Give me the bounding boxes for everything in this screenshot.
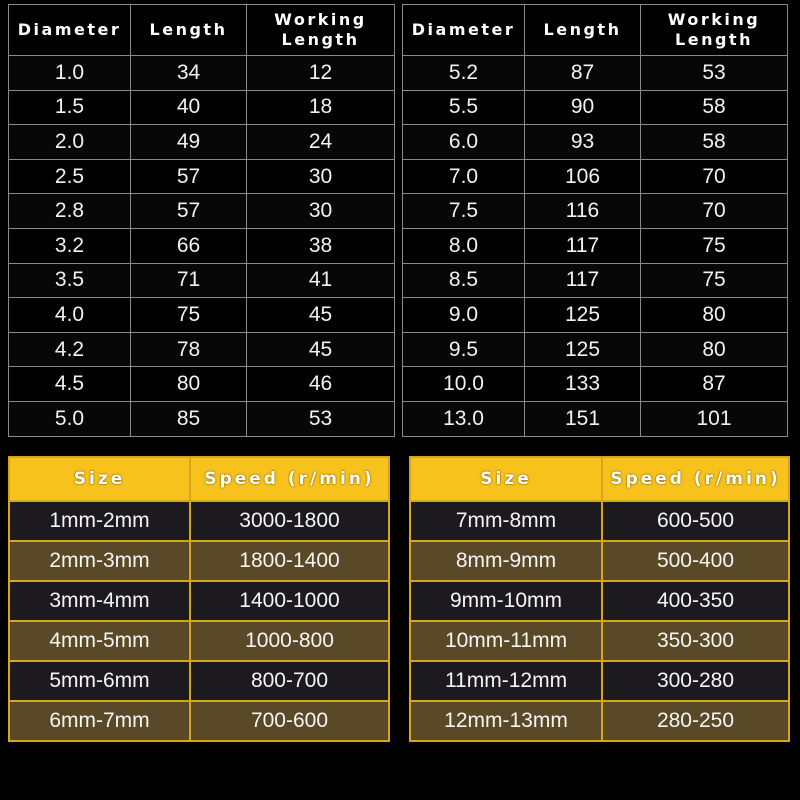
diameter-cell: 4.0 — [9, 298, 131, 333]
speed-cell: 500-400 — [602, 541, 789, 581]
size-cell: 3mm-4mm — [9, 581, 190, 621]
working-length-cell: 80 — [641, 332, 788, 367]
col-header-length: Length — [131, 5, 247, 56]
working-length-cell: 30 — [247, 194, 395, 229]
length-cell: 34 — [131, 56, 247, 91]
col-header-size: Size — [410, 457, 602, 501]
diameter-cell: 9.5 — [403, 332, 525, 367]
size-cell: 9mm-10mm — [410, 581, 602, 621]
table-row — [9, 90, 395, 125]
length-cell: 57 — [131, 159, 247, 194]
size-cell: 7mm-8mm — [410, 501, 602, 541]
table-row — [403, 159, 788, 194]
working-length-line-1: Working — [274, 10, 367, 29]
working-length-cell: 12 — [247, 56, 395, 91]
table-row — [403, 194, 788, 229]
length-cell: 85 — [131, 401, 247, 436]
table-row — [9, 701, 389, 741]
working-length-cell: 53 — [247, 401, 395, 436]
table-row — [403, 401, 788, 436]
speed-cell: 700-600 — [190, 701, 389, 741]
size-cell: 5mm-6mm — [9, 661, 190, 701]
table-row — [9, 228, 395, 263]
speed-cell: 400-350 — [602, 581, 789, 621]
table-row — [9, 125, 395, 160]
table-row — [9, 501, 389, 541]
diameter-cell: 3.2 — [9, 228, 131, 263]
table-row — [403, 332, 788, 367]
length-cell: 57 — [131, 194, 247, 229]
length-cell: 133 — [525, 367, 641, 402]
diameter-cell: 8.0 — [403, 228, 525, 263]
table-row — [9, 263, 395, 298]
working-length-cell: 75 — [641, 263, 788, 298]
working-length-cell: 41 — [247, 263, 395, 298]
diameter-cell: 9.0 — [403, 298, 525, 333]
working-length-line-2: Length — [281, 30, 360, 49]
length-cell: 106 — [525, 159, 641, 194]
table-header-row — [9, 5, 395, 56]
table-row — [9, 661, 389, 701]
table-row — [403, 90, 788, 125]
length-cell: 116 — [525, 194, 641, 229]
dimension-table-right — [402, 4, 788, 437]
diameter-cell: 7.5 — [403, 194, 525, 229]
speed-cell: 800-700 — [190, 661, 389, 701]
working-length-line-1: Working — [667, 10, 761, 29]
table-row — [9, 159, 395, 194]
working-length-cell: 45 — [247, 332, 395, 367]
size-cell: 8mm-9mm — [410, 541, 602, 581]
speed-cell: 1800-1400 — [190, 541, 389, 581]
speed-table-left — [8, 456, 390, 742]
table-row — [9, 56, 395, 91]
col-header-size: Size — [9, 457, 190, 501]
col-header-working-length — [641, 5, 788, 56]
working-length-cell: 18 — [247, 90, 395, 125]
col-header-diameter: Diameter — [403, 5, 525, 56]
diameter-cell: 13.0 — [403, 401, 525, 436]
table-row — [9, 367, 395, 402]
table-row — [410, 661, 789, 701]
diameter-cell: 2.5 — [9, 159, 131, 194]
table-row — [410, 581, 789, 621]
length-cell: 80 — [131, 367, 247, 402]
length-cell: 125 — [525, 298, 641, 333]
col-header-length: Length — [525, 5, 641, 56]
length-cell: 71 — [131, 263, 247, 298]
working-length-cell: 53 — [641, 56, 788, 91]
working-length-line-2: Length — [675, 30, 753, 49]
working-length-cell: 58 — [641, 125, 788, 160]
size-cell: 4mm-5mm — [9, 621, 190, 661]
speed-cell: 280-250 — [602, 701, 789, 741]
table-row — [403, 125, 788, 160]
working-length-cell: 58 — [641, 90, 788, 125]
table-row — [9, 541, 389, 581]
length-cell: 90 — [525, 90, 641, 125]
size-cell: 11mm-12mm — [410, 661, 602, 701]
table-row — [410, 701, 789, 741]
diameter-cell: 7.0 — [403, 159, 525, 194]
speed-cell: 600-500 — [602, 501, 789, 541]
length-cell: 66 — [131, 228, 247, 263]
working-length-cell: 70 — [641, 159, 788, 194]
diameter-cell: 5.0 — [9, 401, 131, 436]
speed-cell: 350-300 — [602, 621, 789, 661]
working-length-cell: 101 — [641, 401, 788, 436]
col-header-diameter: Diameter — [9, 5, 131, 56]
diameter-cell: 10.0 — [403, 367, 525, 402]
table-row — [403, 228, 788, 263]
speed-cell: 3000-1800 — [190, 501, 389, 541]
diameter-cell: 3.5 — [9, 263, 131, 298]
working-length-cell: 30 — [247, 159, 395, 194]
col-header-working-length — [247, 5, 395, 56]
table-row — [9, 581, 389, 621]
size-cell: 10mm-11mm — [410, 621, 602, 661]
length-cell: 40 — [131, 90, 247, 125]
size-cell: 2mm-3mm — [9, 541, 190, 581]
working-length-cell: 80 — [641, 298, 788, 333]
speed-cell: 300-280 — [602, 661, 789, 701]
speed-cell: 1400-1000 — [190, 581, 389, 621]
size-cell: 12mm-13mm — [410, 701, 602, 741]
length-cell: 78 — [131, 332, 247, 367]
table-row — [410, 541, 789, 581]
table-row — [9, 401, 395, 436]
table-row — [9, 298, 395, 333]
length-cell: 117 — [525, 263, 641, 298]
diameter-cell: 4.5 — [9, 367, 131, 402]
working-length-cell: 24 — [247, 125, 395, 160]
table-row — [403, 263, 788, 298]
length-cell: 87 — [525, 56, 641, 91]
diameter-cell: 5.5 — [403, 90, 525, 125]
working-length-cell: 75 — [641, 228, 788, 263]
table-row — [403, 56, 788, 91]
col-header-speed: Speed (r/min) — [602, 457, 789, 501]
table-row — [403, 298, 788, 333]
dimension-table-left — [8, 4, 395, 437]
table-row — [410, 501, 789, 541]
size-cell: 6mm-7mm — [9, 701, 190, 741]
diameter-cell: 1.0 — [9, 56, 131, 91]
table-row — [9, 194, 395, 229]
length-cell: 49 — [131, 125, 247, 160]
diameter-cell: 8.5 — [403, 263, 525, 298]
working-length-cell: 38 — [247, 228, 395, 263]
length-cell: 117 — [525, 228, 641, 263]
length-cell: 93 — [525, 125, 641, 160]
diameter-cell: 1.5 — [9, 90, 131, 125]
table-row — [9, 332, 395, 367]
working-length-cell: 46 — [247, 367, 395, 402]
diameter-cell: 4.2 — [9, 332, 131, 367]
table-row — [9, 621, 389, 661]
diameter-cell: 2.8 — [9, 194, 131, 229]
table-row — [403, 367, 788, 402]
table-header-row — [410, 457, 789, 501]
diameter-cell: 6.0 — [403, 125, 525, 160]
length-cell: 75 — [131, 298, 247, 333]
working-length-cell: 70 — [641, 194, 788, 229]
table-header-row — [9, 457, 389, 501]
working-length-cell: 87 — [641, 367, 788, 402]
table-row — [410, 621, 789, 661]
length-cell: 151 — [525, 401, 641, 436]
speed-table-right — [409, 456, 790, 742]
size-cell: 1mm-2mm — [9, 501, 190, 541]
diameter-cell: 2.0 — [9, 125, 131, 160]
working-length-cell: 45 — [247, 298, 395, 333]
table-header-row — [403, 5, 788, 56]
speed-cell: 1000-800 — [190, 621, 389, 661]
diameter-cell: 5.2 — [403, 56, 525, 91]
col-header-speed: Speed (r/min) — [190, 457, 389, 501]
length-cell: 125 — [525, 332, 641, 367]
